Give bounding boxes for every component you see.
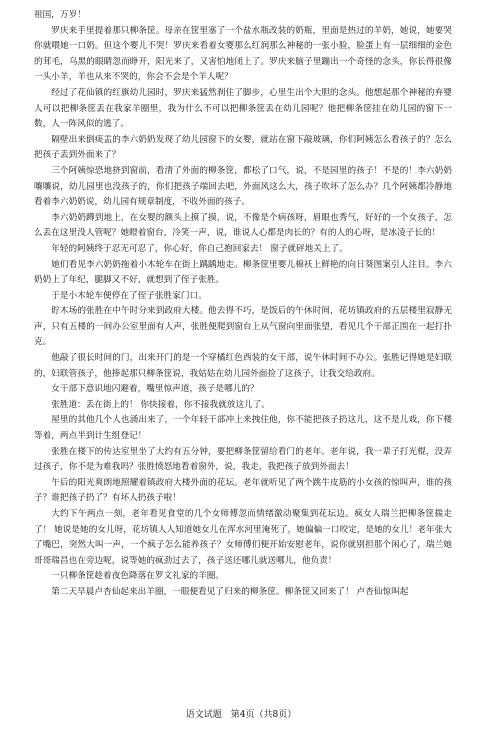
paragraph: 经过了花仙镇的红旗幼儿园时，罗庆来猛然刹住了脚步，心里生出个大胆的念头。他想起那个神秘的弃婴人可以把柳条筐丢在我家羊圈里，我为什么不可以把柳条筐丢在幼儿园呢？他把柳条筐挂在幼儿园的窗下一数，人一阵风似的逃了。 (34, 87, 452, 130)
paragraph: 大约下午两点一刻，老年看见食堂的几个女师傅忽而情绪激动聚集到花坛边。疯女人瑞兰把柳条筐揣走了！ 她说是她的女儿呀，花坊镇人人知道她女儿在浑水河里淹死了，她偏偏一口咬定，是她的女儿！老年张大了嘴巴，突然大叫一声，一个疯子怎么能养孩子？女师傅们便开始安慰老年，说你就别担那个闲心了，瑞兰她哥哥瑞昌也在旁边呢，说等她的疯劲过去了，孩子送还哪儿就送哪儿，他负责！ (34, 509, 452, 566)
article-body (34, 8, 452, 601)
paragraph: 罗庆来手里提着那只柳条筐。母亲在筐里塞了一个盐水瓶改装的奶瓶，里面是热过的羊奶，她说，她要哭你就喂她一口奶。但这个婴儿不哭！罗庆来看着女婴那么红润那么神秘的一张小脸，脸蛋上有一层细细的金色的茸毛，乌黑的眼睛忽而睁开，阳光来了，又害怕地闭上了。罗庆来脑子里蹦出一个奇怪的念头，你长得很像一头小羊，羊也从来不哭的，你会不会是个羊人呢？ (34, 25, 452, 83)
paragraph: 第二天早晨卢杏仙起来出羊圈，一眼便看见了归来的柳条筐。柳条筐又回来了！ 卢杏仙惊叫起 (51, 586, 409, 597)
paragraph: 貯木场的张胜在中午时分来到政府大楼。他去得不巧，是饭后的午休时间，花坊镇政府的五层楼里寂静无声，只有五楼的一间办公室里面有人声，张胜便爬到窗台上从气窗向里面张望，看见几个干部正围在一起打扑克。 (34, 306, 452, 348)
paragraph: 张胜在楼下的传达室里坐了大约有五分钟，要把柳条筐留给看门的老年。老年说，我一辈子打光棍，没弄过孩子，你不是为难我吗？张胜愤怒地看着窗外，说，我走，我把孩子放到外面去！ (34, 446, 452, 473)
paragraph: 午后的阳光爽朗地照耀着镇政府大楼外面的花坛。老年就听见了两个跳牛皮筋的小女孩的惊叫声，谁的孩子？谁把孩子扔了？有坏人扔孩子啦！ (34, 477, 452, 504)
paragraph: 他敲了很长时间的门，出来开门的是一个穿橘红色西装的女干部，说午休时间不办公。张胜记得她是妇联的，妇联管孩子，他捧起那只柳条筐说，我姑姑在幼儿园外面捡了这孩子，让我交给政府。 (34, 353, 452, 379)
paragraph: 年轻的阿姨终于忍无可忍了，你心好，你自己抱回家去！ 窗子就砰地关上了。 (51, 243, 348, 254)
paragraph: 三个阿姨惊恐地挤到窗前，看清了外面的柳条筐，都松了口气，说，不是园里的孩子！不是的！李六奶奶嚷嚷说，幼儿园里也没孩子的，你们把孩子端回去吧，外面风这么大，孩子吹坏了怎么办？几个阿姨都冷静地看着李六奶奶说，幼儿园有规章制度，不收外面的孩子。 (34, 165, 452, 208)
page-footer: 语文试题 第4页（共8页） (185, 710, 297, 720)
paragraph: 一只柳条筐趁着夜色降落在罗文礼家的羊圈。 (51, 571, 225, 582)
paragraph: 她们看见李六奶奶拖着小木轮车在街上踽踽地走。柳条筐里婴儿棉袄上鲜艳的向日葵图案引人注目。李六奶奶上了年纪，腿脚又不好，就想到了侄子张胜。 (34, 259, 452, 286)
paragraph: 祖国，万岁！ (34, 10, 86, 20)
paragraph: 张胜道：丢在街上的！ 你快接着，你不接我就放这儿了。 (51, 399, 271, 410)
paragraph: 屋里的其他几个人也涌出来了，一个年轻干部冲上来拽住他，你不能把孩子扔这儿，这不是儿戏，你下楼等着，两点半到计生组登记！ (34, 415, 452, 442)
paragraph: 于是小木轮车便停在了侄子张胜家门口。 (51, 290, 207, 301)
paragraph: 李六奶奶蹲到地上，在女婴的额头上摸了摸，说，不像是个病孩呀，眉眼也秀气，好好的一个女孩子，怎么丢在这里没人管呢？她瞪着窗台，冷笑一声，说，谁说人心都是肉长的？有的人的心呀，是冰凌子长的！ (34, 212, 452, 239)
paragraph: 隔壁出来倒痰盂的李六奶奶发现了幼儿园窗下的女婴，就站在窗下敲玻璃，你们阿姨怎么看孩子的？怎么把孩子丢到外面来了？ (34, 134, 452, 161)
paragraph: 女干部下意识地闪避着，嘴里惊声道，孩子是哪儿的？ (51, 384, 259, 395)
